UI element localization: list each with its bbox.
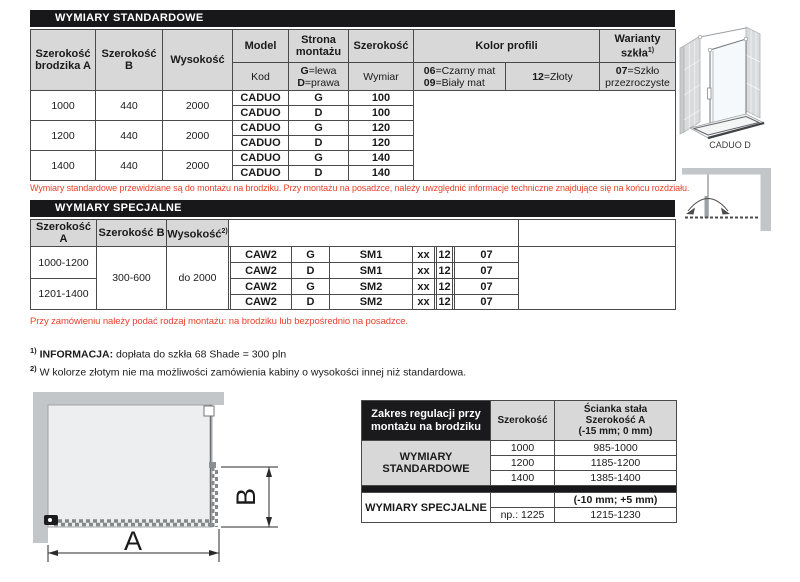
cell-height: 2000 [163,121,233,151]
cell-range: 1385-1400 [555,471,677,486]
cell-width-a: 1000 [31,91,96,121]
col-header-szerokosc: Szerokość [349,30,414,63]
cell-model: CAW2 [231,295,292,310]
spec-label-cell: WYMIARY SPECJALNE [362,493,491,523]
cell-sm: SM2 [330,295,413,310]
cell-width: 1400 [491,471,555,486]
cell-model: CADUO [233,136,289,151]
cell-xx: xx [413,279,435,295]
cell-07: 07 [455,279,519,295]
code-09-label: =Biały mat [435,76,485,89]
col-header-model: Model [233,30,289,63]
footnotes [30,344,466,379]
cell-spec-range-header: (-10 mm; +5 mm) [555,493,677,508]
cell-sm: SM2 [330,279,413,295]
wall-profile-bracket [204,406,214,416]
code-07: 07 [615,64,628,77]
scianka-line-1: Ścianka stała [583,404,648,415]
wysokosc-sup: 2) [221,227,228,235]
cell-width-a: 1200 [31,121,96,151]
code-07-label: =Szkło przezroczyste [605,64,670,89]
cell-model: CADUO [233,121,289,136]
empty-area [519,247,676,310]
dim-a-arrow-right [209,550,219,556]
empty-area [414,91,676,181]
cell-height: 2000 [163,151,233,181]
subheader-kod: Kod [233,63,289,91]
right-panel [746,27,760,118]
model-3d-label: CADUO D [709,140,751,150]
cell-xx: xx [413,295,435,310]
standard-table-title-bar: WYMIARY STANDARDOWE [30,10,675,27]
code-d-label: =prawa [304,76,340,89]
cell-12: 12 [438,264,451,277]
table-row [362,493,677,508]
scianka-line-2: Szerokość A [585,415,646,426]
col-header-wysokosc: Wysokość [163,30,233,91]
table-row [31,247,676,263]
special-header-row [31,220,676,247]
cell-xx: xx [413,263,435,279]
scianka-line-3: (-15 mm; 0 mm) [578,426,653,437]
cell-width: 1000 [491,441,555,456]
cell-range: 1185-1200 [555,456,677,471]
wysokosc-text: Wysokość [167,228,222,241]
regulation-header-row [362,401,677,441]
cell-width-b: 440 [96,151,163,181]
dim-a-label: A [123,526,143,556]
code-g-label: =lewa [308,64,337,77]
warianty-szkla-sup: 1) [647,46,655,54]
subheader-wymiar: Wymiar [349,63,414,91]
col-header-szerokosc-brodzika-a: Szerokość brodzika A [31,30,96,91]
cell-12: 12 [438,248,451,261]
code-12: 12 [532,70,544,83]
cell-wymiar: 120 [349,136,414,151]
cell-sm: SM1 [330,247,413,263]
table-row [362,441,677,456]
cell-wymiar: 100 [349,91,414,106]
cell-12: 12 [438,296,451,308]
cell-side: D [289,166,349,181]
cell-side: D [292,295,330,310]
cell-width: 1200 [491,456,555,471]
col-header-szerokosc-b: Szerokość B [97,220,167,247]
footnote-2-text: W kolorze złotym nie ma możliwości zamówienia kabiny o wysokości innej niż standardowa. [36,366,467,378]
cell-model: CAW2 [231,263,292,279]
cell-range-b: 300-600 [97,247,167,310]
cell-range: 1215-1230 [555,508,677,523]
cell-height: 2000 [163,91,233,121]
footnote-1-text: dopłata do szkła 68 Shade = 300 pln [113,348,287,361]
cell-model: CADUO [233,91,289,106]
cell-side: G [289,121,349,136]
cell-width-a: 1400 [31,151,96,181]
special-table [30,219,676,310]
cell-model: CAW2 [231,279,292,295]
cell-model: CAW2 [231,247,292,263]
regulation-table [361,400,677,523]
door-swing-plan-diagram [682,168,771,231]
std-label-cell: WYMIARY STANDARDOWE [362,441,491,486]
col-header-kolor-profili: Kolor profili [414,30,600,63]
code-06-label: =Czarny mat [435,64,496,77]
separator-row [362,486,677,493]
dim-b-arrow-bottom [266,517,272,527]
plan-drawing [25,385,295,580]
cell-side: D [292,263,330,279]
subheader-strona [289,63,349,91]
door-handle [708,88,712,99]
cell-width-b: 440 [96,121,163,151]
special-table-title-bar: WYMIARY SPECJALNE [30,200,675,217]
standard-header-row [31,30,676,63]
code-09: 09 [423,76,436,89]
cell-xx: xx [413,247,435,263]
regulation-title-cell: Zakres regulacji przy montażu na brodziku [362,401,491,441]
special-note: Przy zamówieniu należy podać rodzaj montażu: na brodziku lub bezpośrednio na posadzce. [30,316,408,327]
cell-model: CADUO [233,166,289,181]
cell-side: G [292,279,330,295]
top-wall [33,392,224,405]
black-separator [362,486,677,493]
standard-note: Wymiary standardowe przewidziane są do montażu na brodziku. Przy montażu na posadzce, należy uwzględnić informacje techniczne znajdujące się na końcu rozdziału. [30,183,690,193]
warianty-szkla-text: Warianty szkła [614,32,661,60]
cell-model: CADUO [233,106,289,121]
dim-a-arrow-left [48,550,58,556]
left-panel-edge [680,46,684,134]
col-header-scianka-stala [555,401,677,441]
cell-side: G [289,151,349,166]
cell-12: 12 [438,280,451,293]
standard-table [30,29,676,181]
cell-wymiar: 100 [349,106,414,121]
footnote-1 [30,344,466,362]
cell-range-a: 1201-1400 [31,279,97,310]
footnote-2 [30,362,466,380]
col-header-szerokosc-a: Szerokość A [31,220,97,247]
connector-dot [744,37,748,41]
footnote-1-bold: INFORMACJA: [39,348,114,361]
col-header-szerokosc: Szerokość [491,401,555,441]
cell-model: CADUO [233,151,289,166]
cell-wymiar: 120 [349,121,414,136]
plan-top-wall [682,168,771,175]
left-panel [684,36,700,132]
cell-side: D [289,106,349,121]
cell-07: 07 [455,295,519,310]
cell-side: D [289,136,349,151]
dim-b-arrow-top [266,467,272,477]
subheader-kolor-2 [506,63,600,91]
col-header-wysokosc [167,220,229,247]
cell-height: do 2000 [167,247,229,310]
table-row [31,91,676,106]
code-06: 06 [423,64,436,77]
col-header-szerokosc-b: Szerokość B [96,30,163,91]
subheader-kolor-1 [414,63,506,91]
col-header-strona-montazu: Strona montażu [289,30,349,63]
code-d: D [297,76,305,89]
cell-side: G [289,91,349,106]
cell-empty [491,493,555,508]
hinge-hole [48,518,52,522]
cell-07: 07 [455,247,519,263]
cell-width-b: 440 [96,91,163,121]
header-empty-area-right [519,220,676,247]
connector-dot [708,48,712,52]
plan-door-profile [705,196,709,218]
cell-sm: SM1 [330,263,413,279]
product-diagrams [660,10,800,245]
cell-07: 07 [455,263,519,279]
connector-dot [698,35,702,39]
cell-wymiar: 140 [349,151,414,166]
cell-width: np.: 1225 [491,508,555,523]
top-rail [700,28,746,37]
cell-side: G [292,247,330,263]
cell-wymiar: 140 [349,166,414,181]
plan-right-wall [761,168,772,231]
enclosure-3d-drawing [680,27,764,138]
code-12-label: =Złoty [543,70,573,83]
code-g: G [300,64,309,77]
footnote-2-sup: 2) [30,363,37,373]
dim-b-label: B [231,487,261,507]
cell-range-a: 1000-1200 [31,247,97,279]
shower-area [48,405,212,527]
footnote-1-sup: 1) [30,346,37,355]
header-empty-area [229,220,519,247]
cell-range: 985-1000 [555,441,677,456]
